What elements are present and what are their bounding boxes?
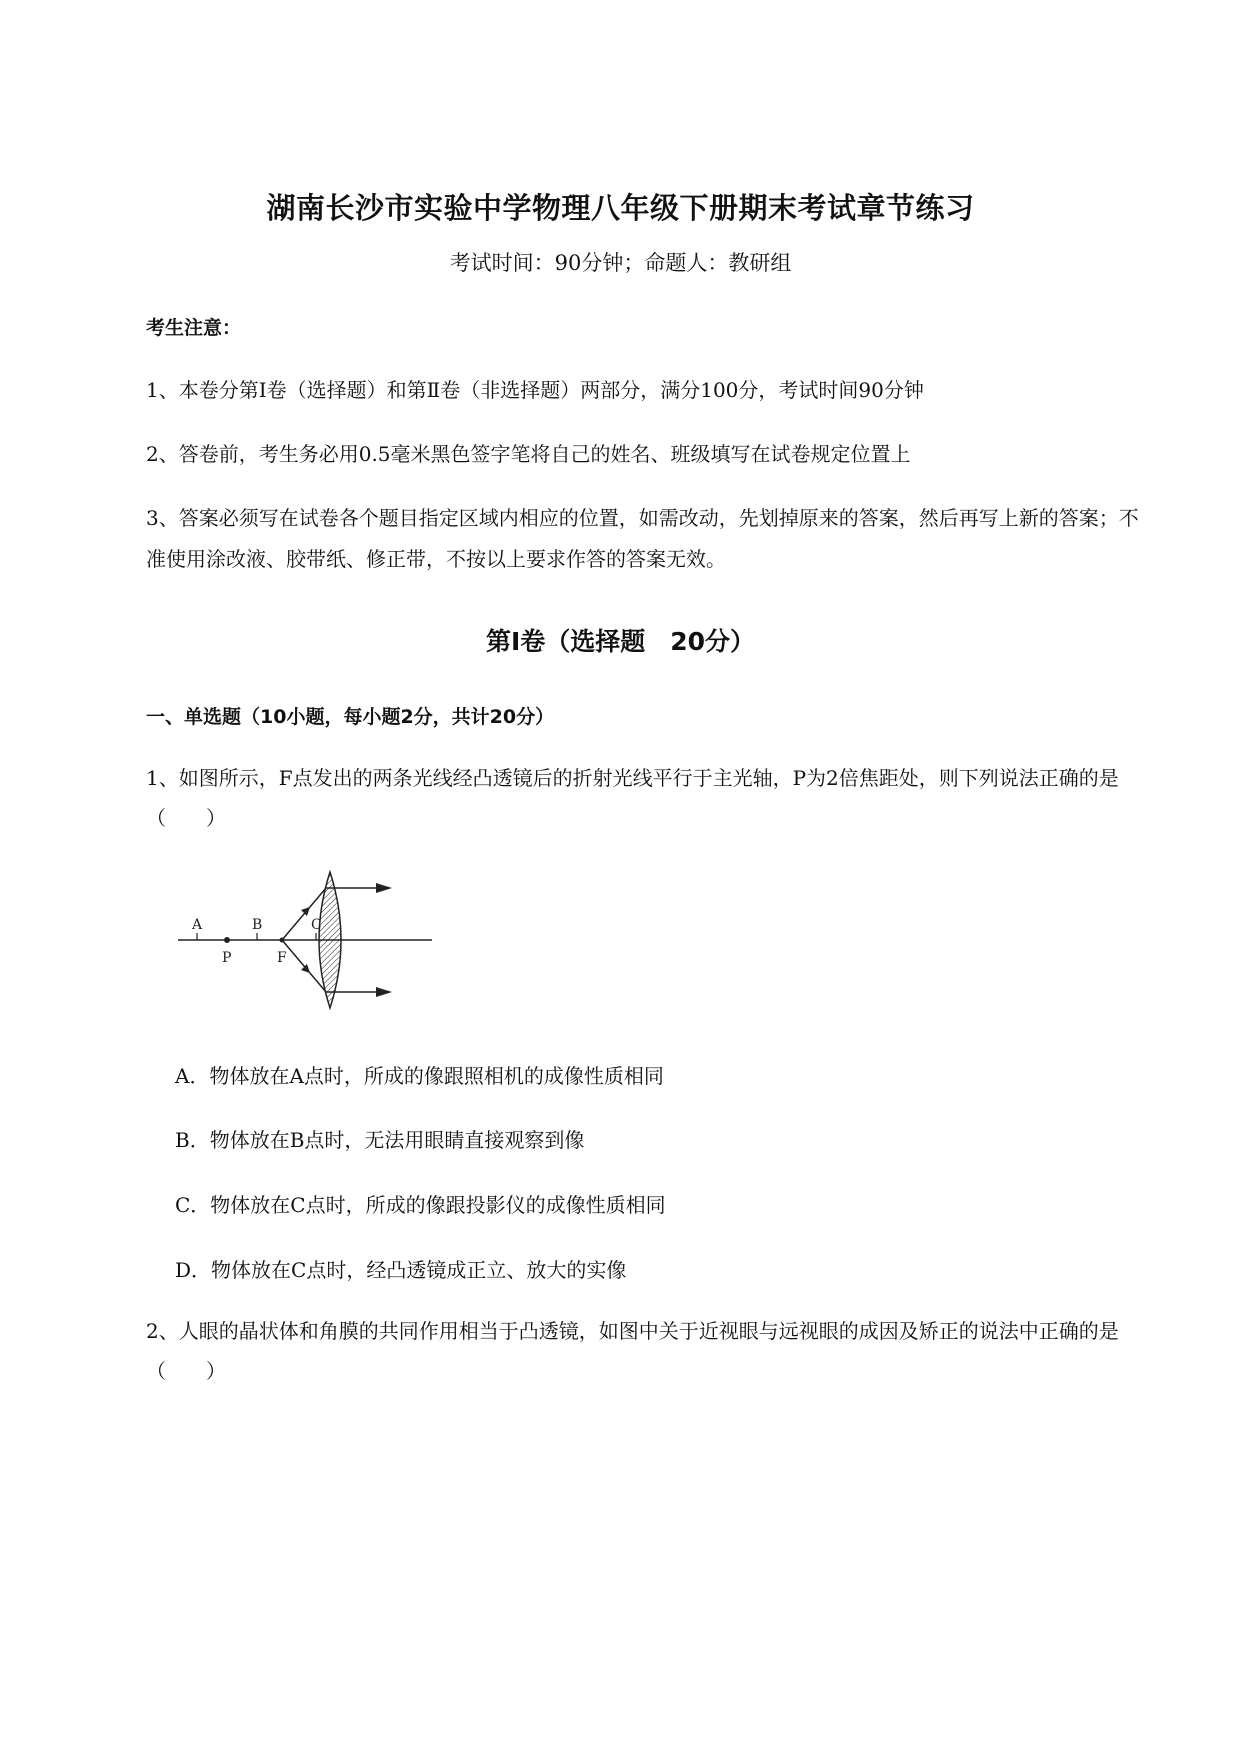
question-1-option-c: C．物体放在C点时，所成的像跟投影仪的成像性质相同 <box>175 1193 666 1217</box>
section-title: 第Ⅰ卷（选择题 20分） <box>485 627 756 656</box>
lens-diagram <box>170 860 450 1020</box>
lens-diagram-svg <box>170 860 450 1020</box>
question-1-stem: 1、如图所示，F点发出的两条光线经凸透镜后的折射光线平行于主光轴，P为2倍焦距处，则下列说法正确的是（ ） <box>146 766 1119 830</box>
label-b: B <box>252 917 263 933</box>
document-subtitle: 考试时间：90分钟；命题人：教研组 <box>449 251 792 275</box>
arrow-upper-refracted <box>376 883 392 893</box>
question-1-option-d: D．物体放在C点时，经凸透镜成正立、放大的实像 <box>175 1258 627 1282</box>
question-2-stem: 2、人眼的晶状体和角膜的共同作用相当于凸透镜，如图中关于近视眼与远视眼的成因及矫正的说法中正确的是（ ） <box>146 1319 1119 1383</box>
question-1-option-a: A．物体放在A点时，所成的像跟照相机的成像性质相同 <box>175 1064 664 1088</box>
point-p <box>224 937 230 943</box>
arrow-lower-incident <box>301 964 310 973</box>
label-f: F <box>277 950 287 966</box>
arrow-upper-incident <box>301 907 310 916</box>
part-heading: 一、单选题（10小题，每小题2分，共计20分） <box>146 706 555 728</box>
document-title: 湖南长沙市实验中学物理八年级下册期末考试章节练习 <box>266 191 975 225</box>
notice-item-1: 1、本卷分第Ⅰ卷（选择题）和第Ⅱ卷（非选择题）两部分，满分100分，考试时间90分钟 <box>146 378 924 402</box>
label-a: A <box>192 917 203 933</box>
label-p: P <box>222 950 232 966</box>
arrow-lower-refracted <box>376 987 392 997</box>
question-1-option-b: B．物体放在B点时，无法用眼睛直接观察到像 <box>175 1128 585 1152</box>
notice-item-2: 2、答卷前，考生务必用0.5毫米黑色签字笔将自己的姓名、班级填写在试卷规定位置上 <box>146 442 911 466</box>
notice-heading: 考生注意： <box>146 317 242 339</box>
label-c: C <box>311 917 322 933</box>
notice-item-3: 3、答案必须写在试卷各个题目指定区域内相应的位置，如需改动，先划掉原来的答案，然后再写上新的答案；不准使用涂改液、胶带纸、修正带，不按以上要求作答的答案无效。 <box>146 506 1139 571</box>
